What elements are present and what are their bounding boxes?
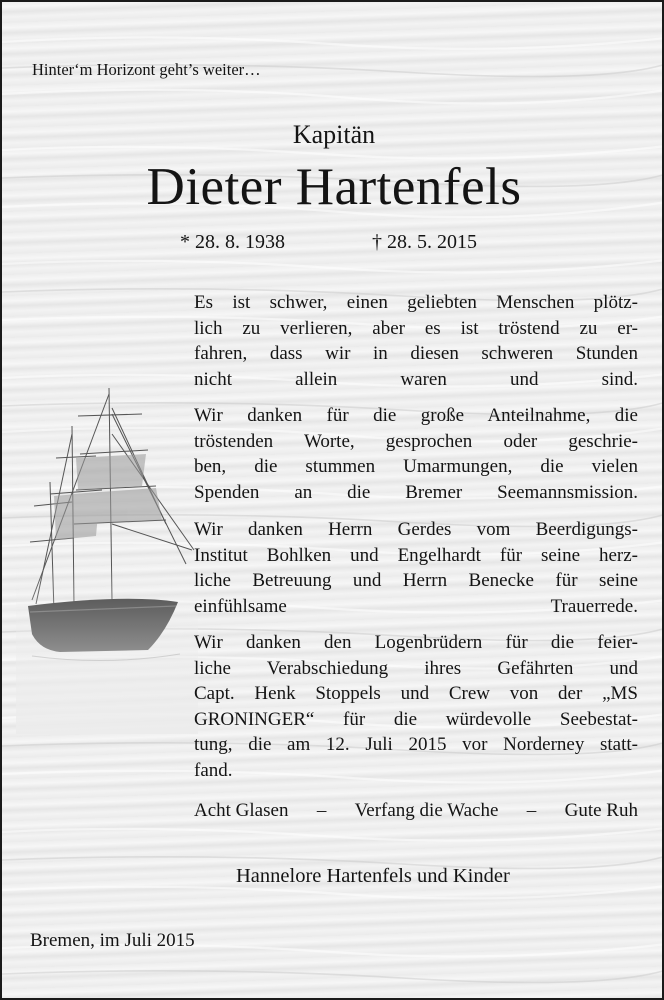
text-line: tung, die am 12. Juli 2015 vor Norderney statt- [194, 734, 638, 756]
closing-line [194, 800, 638, 822]
paragraph [194, 403, 638, 505]
rank-title: Kapitän [292, 120, 376, 149]
text-line: GRONINGER“ für die würdevolle Seebestat- [194, 708, 638, 730]
text-line: Wir danken für die große Anteilnahme, die [194, 405, 638, 426]
text-line: Institut Bohlken und Engelhardt für seine herz- [194, 544, 638, 566]
paragraph [194, 517, 638, 619]
closing-part: Verfang die Wache [354, 800, 499, 821]
text-line: ben, die stummen Umarmungen, die vielen [194, 456, 638, 478]
closing-part: Gute Ruh [564, 800, 638, 821]
text-line: Wir danken den Logenbrüdern für die feier- [194, 632, 638, 653]
text-line: Wir danken Herrn Gerdes vom Beerdigungs- [194, 519, 638, 540]
place-and-date: Bremen, im Juli 2015 [30, 930, 195, 951]
death-date: † 28. 5. 2015 [372, 231, 477, 253]
text-line: nicht allein waren und sind. [194, 368, 638, 390]
text-line: tröstenden Worte, gesprochen oder geschrie- [194, 430, 638, 452]
motto: Hinter‘m Horizont geht’s weiter… [32, 60, 261, 79]
closing-dash: – [316, 800, 327, 821]
paragraph [194, 290, 638, 392]
birth-date: * 28. 8. 1938 [180, 231, 285, 253]
text-line: fahren, dass wir in diesen schweren Stunden [194, 343, 638, 365]
text-line: Es ist schwer, einen geliebten Menschen plötz- [194, 292, 638, 313]
deceased-name: Dieter Hartenfels [146, 158, 522, 216]
closing-part: Acht Glasen [194, 800, 289, 821]
signature: Hannelore Hartenfels und Kinder [236, 865, 510, 887]
closing-dash: – [526, 800, 537, 821]
text-line: liche Verabschiedung ihres Gefährten und [194, 657, 638, 679]
text-line: liche Betreuung und Herrn Benecke für seine [194, 570, 638, 592]
text-line: lich zu verlieren, aber es ist tröstend zu er- [194, 317, 638, 339]
text-line: Capt. Henk Stoppels und Crew von der „MS [194, 683, 638, 705]
sailing-ship-illustration [16, 374, 198, 734]
text-line: fand. [194, 759, 233, 781]
text-line: einfühlsame Trauerrede. [194, 595, 638, 617]
paragraph [194, 630, 638, 784]
text-line: Spenden an die Bremer Seemannsmission. [194, 481, 638, 503]
